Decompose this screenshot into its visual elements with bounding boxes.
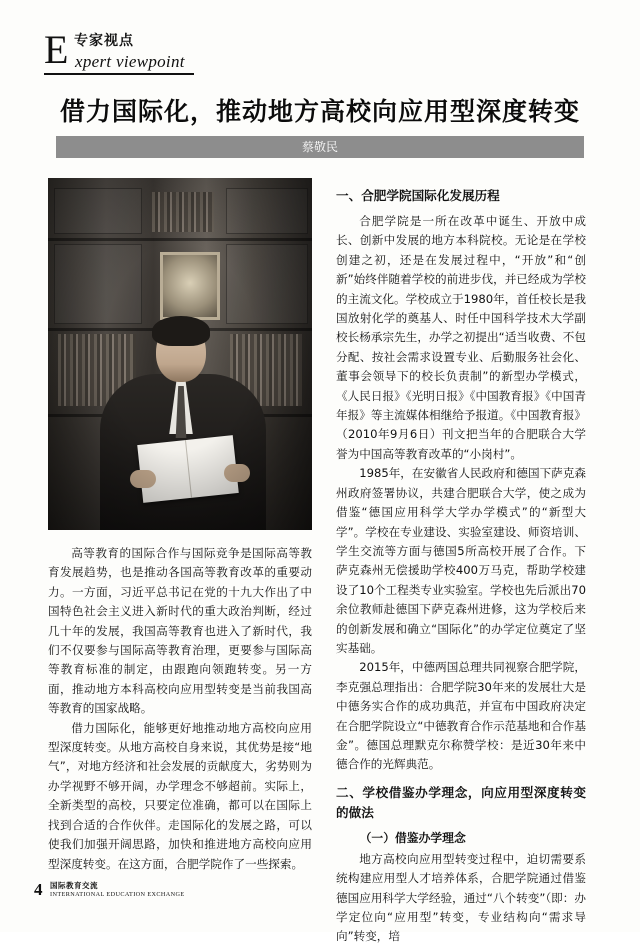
photo-vignette <box>48 178 312 530</box>
section-heading-1: 一、合肥学院国际化发展历程 <box>336 188 500 203</box>
masthead-rule <box>44 73 194 75</box>
author-photo <box>48 178 312 530</box>
right-paragraph: 1985年，在安徽省人民政府和德国下萨克森州政府签署协议，共建合肥联合大学，使之成为借鉴“德国应用科学大学办学模式”的“新型大学”。学校在专业建设、实验室建设、师资培训、学生交流等方面与德国5所高校开展了合作。下萨克森州无偿援助学校400万马克，帮助学校建设了10个工程类专业实验室。学校也先后派出70余位教师赴德国下萨克森州进修，这为学校后来的创新发展和确立“国际化”的办学定位奠定了坚实基础。 <box>336 466 586 655</box>
right-paragraph: 合肥学院是一所在改革中诞生、开放中成长、创新中发展的地方本科院校。无论是在学校创建之初，还是在发展过程中，“开放”和“创新”始终伴随着学校的前进步伐，并已经成为学校的主流文化。学校成立于1980年，首任校长是我国放射化学的奠基人、时任中国科学技术大学副校长杨承宗先生，办学之初提出“适当收费、不包分配、按社会需求设置专业、后勤服务社会化、董事会领导下的校长负责制”的新型办学模式，《人民日报》《光明日报》《中国教育报》《中国青年报》等主流媒体相继给予报道。《中国教育报》（2010年9月6日）刊文把当年的合肥联合大学誉为中国高等教育改革的“小岗村”。 <box>336 214 586 461</box>
masthead-chinese-label: 专家视点 <box>74 33 134 49</box>
left-column <box>48 544 312 874</box>
left-paragraph: 高等教育的国际合作与国际竞争是国际高等教育发展趋势，也是推动各国高等教育改革的重要动力。一方面，习近平总书记在党的十九大作出了中国特色社会主义进入新时代的重大政治判断，经过几十年的发展，我国高等教育也进入了新时代，我们不仅要参与国际高等教育治理，更要参与国际高等教育标准的制定，由跟跑向领跑转变。另一方面，推动地方本科高校向应用型转变是当前我国高等教育的国家战略。 <box>48 546 312 716</box>
page-number: 4 <box>34 880 43 899</box>
section-heading-2: 二、学校借鉴办学理念，向应用型深度转变的做法 <box>336 784 586 820</box>
journal-name-en: INTERNATIONAL EDUCATION EXCHANGE <box>50 891 185 898</box>
journal-name-cn: 国际教育交流 <box>50 881 98 890</box>
article-author: 蔡敬民 <box>301 140 338 154</box>
masthead-english-label: xpert viewpoint <box>75 52 185 71</box>
masthead <box>44 26 244 72</box>
left-paragraph: 借力国际化，能够更好地推动地方高校向应用型深度转变。从地方高校自身来说，其优势是接“地气”，对地方经济和社会发展的贡献度大，劣势则为办学视野不够开阔，办学理念不够超前。实际上，全新类型的高校，只要定位准确，都可以在国际上找到合适的合作伙伴。走国际化的发展之路，可以使我们加强开阔思路，加快和推进地方高校向应用型深度转变。在这方面，合肥学院作了一些探索。 <box>48 720 312 871</box>
right-column <box>336 186 586 947</box>
right-paragraph: 地方高校向应用型转变过程中，迫切需要系统构建应用型人才培养体系，合肥学院通过借鉴德国应用科学大学经验，通过“八个转变”（即：办学定位向“应用型”转变，专业结构向“需求导向”转变，培 <box>336 851 586 944</box>
masthead-drop-cap: E <box>44 27 69 72</box>
article-title: 借力国际化，推动地方高校向应用型深度转变 <box>59 97 580 126</box>
right-paragraph: 2015年，中德两国总理共同视察合肥学院，李克强总理指出：合肥学院30年来的发展壮大是中德务实合作的成功典范，并宣布中国政府决定在合肥学院设立“中德教育合作示范基地和合作基金”。德国总理默克尔称赞学校：是近30年来中德合作的光辉典范。 <box>336 660 586 772</box>
subsection-heading-1: （一）借鉴办学理念 <box>359 830 466 845</box>
